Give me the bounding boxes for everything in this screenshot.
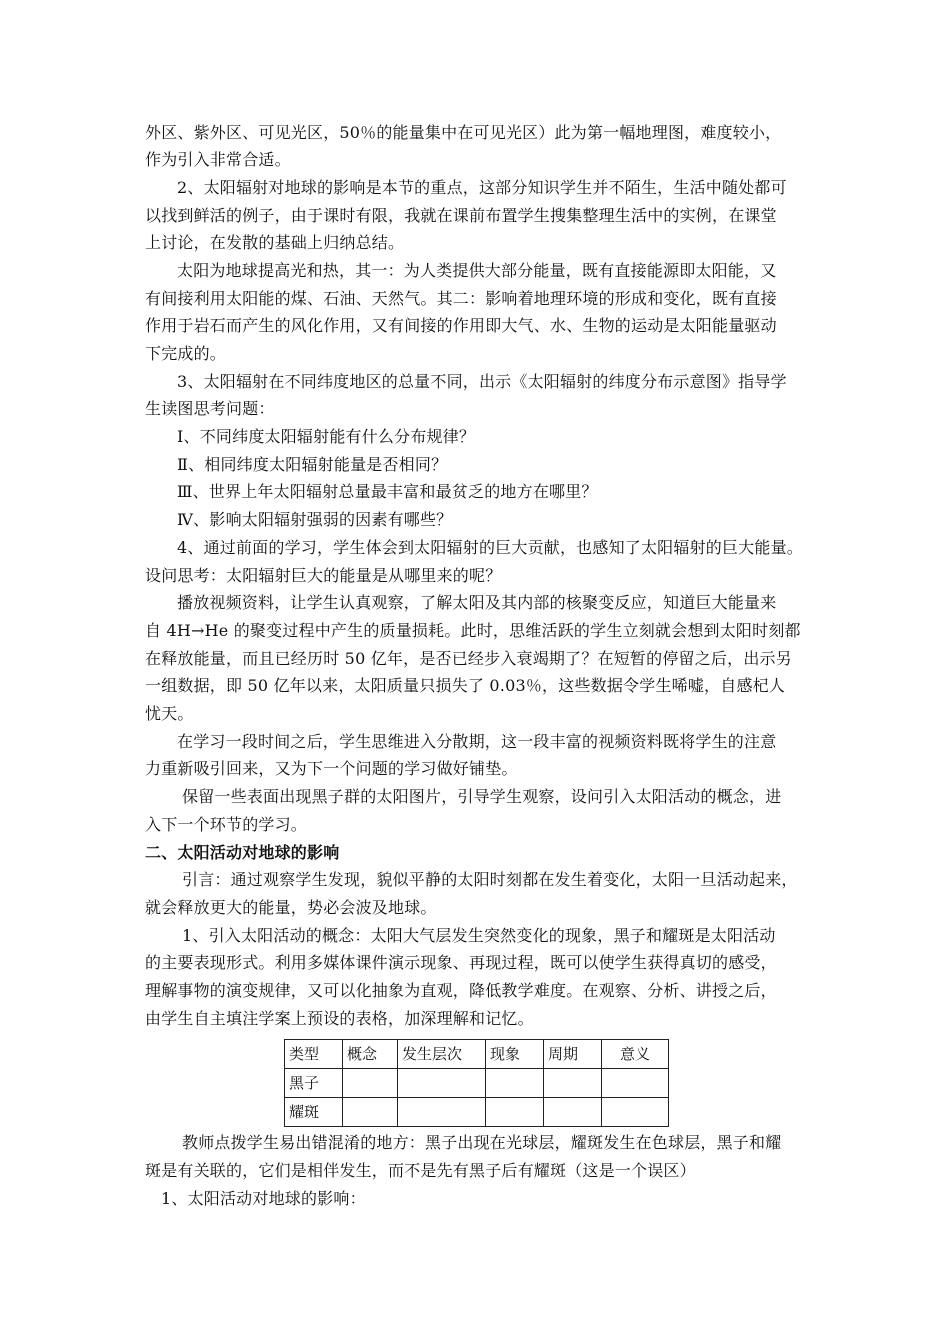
text-line: 播放视频资料，让学生认真观察，了解太阳及其内部的核聚变反应，知道巨大能量来 <box>177 593 777 612</box>
text-line: 自 4H→He 的聚变过程中产生的质量损耗。此时，思维活跃的学生立刻就会想到太阳时刻都 <box>145 621 801 640</box>
question-item: Ⅰ、不同纬度太阳辐射能有什么分布规律？ <box>177 427 476 446</box>
table-cell <box>602 1069 669 1098</box>
text-line: 入下一个环节的学习。 <box>145 815 308 834</box>
text-line: 由学生自主填注学案上预设的表格，加深理解和记忆。 <box>145 1009 534 1028</box>
table-cell <box>343 1098 398 1127</box>
text-line: 有间接利用太阳能的煤、石油、天然气。其二：影响着地理环境的形成和变化，既有直接 <box>145 289 777 308</box>
text-line: 生读图思考问题： <box>145 399 275 418</box>
question-item: Ⅱ、相同纬度太阳辐射能量是否相同？ <box>177 455 448 474</box>
text-line: 教师点拨学生易出错混淆的地方：黑子出现在光球层，耀斑发生在色球层，黑子和耀 <box>182 1133 782 1152</box>
table-header-cell: 意义 <box>602 1040 669 1069</box>
text-line: 的主要表现形式。利用多媒体课件演示现象、再现过程，既可以使学生获得真切的感受， <box>145 953 777 972</box>
table-row <box>285 1098 669 1127</box>
text-line: 1、太阳活动对地球的影响： <box>161 1189 366 1208</box>
text-line: 2、太阳辐射对地球的影响是本节的重点，这部分知识学生并不陌生，生活中随处都可 <box>177 178 787 197</box>
text-line: 保留一些表面出现黑子群的太阳图片，引导学生观察，设问引入太阳活动的概念，进 <box>182 787 782 806</box>
table-cell <box>343 1069 398 1098</box>
table-header-cell: 现象 <box>486 1040 544 1069</box>
table-header-row <box>285 1040 669 1069</box>
table-header-cell: 发生层次 <box>398 1040 486 1069</box>
sun-activity-table <box>284 1039 669 1127</box>
text-line: 引言：通过观察学生发现，貌似平静的太阳时刻都在发生着变化，太阳一旦活动起来， <box>182 870 798 889</box>
text-line: 作用于岩石而产生的风化作用，又有间接的作用即大气、水、生物的运动是太阳能量驱动 <box>145 316 777 335</box>
text-line: 理解事物的演变规律，又可以化抽象为直观，降低教学难度。在观察、分析、讲授之后， <box>145 981 777 1000</box>
text-line: 上讨论，在发散的基础上归纳总结。 <box>145 233 405 252</box>
table-cell <box>398 1069 486 1098</box>
text-line: 力重新吸引回来，又为下一个问题的学习做好铺垫。 <box>145 759 518 778</box>
table-header-cell: 类型 <box>285 1040 343 1069</box>
text-line: 忧天。 <box>145 704 194 723</box>
text-line: 3、太阳辐射在不同纬度地区的总量不同，出示《太阳辐射的纬度分布示意图》指导学 <box>177 372 787 391</box>
text-line: 作为引入非常合适。 <box>145 150 291 169</box>
text-line: 下完成的。 <box>145 344 227 363</box>
text-line: 在释放能量，而且已经历时 50 亿年，是否已经步入衰竭期了？在短暂的停留之后，出示另 <box>145 649 792 668</box>
text-line: 斑是有关联的，它们是相伴发生，而不是先有黑子后有耀斑（这是一个误区） <box>145 1161 696 1180</box>
table-cell <box>544 1069 602 1098</box>
text-line: 以找到鲜活的例子，由于课时有限，我就在课前布置学生搜集整理生活中的实例，在课堂 <box>145 206 777 225</box>
table-cell <box>544 1098 602 1127</box>
table-cell <box>398 1098 486 1127</box>
table-row <box>285 1069 669 1098</box>
table-header-cell: 周期 <box>544 1040 602 1069</box>
text-line: 太阳为地球提高光和热，其一：为人类提供大部分能量，既有直接能源即太阳能，又 <box>177 261 777 280</box>
table-cell <box>486 1069 544 1098</box>
section-heading: 二、太阳活动对地球的影响 <box>145 843 340 862</box>
text-line: 就会释放更大的能量，势必会波及地球。 <box>145 898 437 917</box>
text-line: 设问思考：太阳辐射巨大的能量是从哪里来的呢？ <box>145 566 502 585</box>
text-line: 1、引入太阳活动的概念：太阳大气层发生突然变化的现象，黑子和耀斑是太阳活动 <box>182 926 776 945</box>
question-item: Ⅳ、影响太阳辐射强弱的因素有哪些？ <box>177 510 453 529</box>
text-line: 在学习一段时间之后，学生思维进入分散期，这一段丰富的视频资料既将学生的注意 <box>177 732 777 751</box>
table-cell: 黑子 <box>285 1069 343 1098</box>
table-header-cell: 概念 <box>343 1040 398 1069</box>
question-item: Ⅲ、世界上年太阳辐射总量最丰富和最贫乏的地方在哪里？ <box>177 482 598 501</box>
table-cell: 耀斑 <box>285 1098 343 1127</box>
text-line: 一组数据，即 50 亿年以来，太阳质量只损失了 0.03％，这些数据令学生唏嘘，自感杞人 <box>145 676 786 695</box>
table-cell <box>602 1098 669 1127</box>
text-line: 4、通过前面的学习，学生体会到太阳辐射的巨大贡献，也感知了太阳辐射的巨大能量。 <box>177 538 803 557</box>
text-line: 外区、紫外区、可见光区，50％的能量集中在可见光区）此为第一幅地理图，难度较小， <box>145 123 782 142</box>
table-cell <box>486 1098 544 1127</box>
